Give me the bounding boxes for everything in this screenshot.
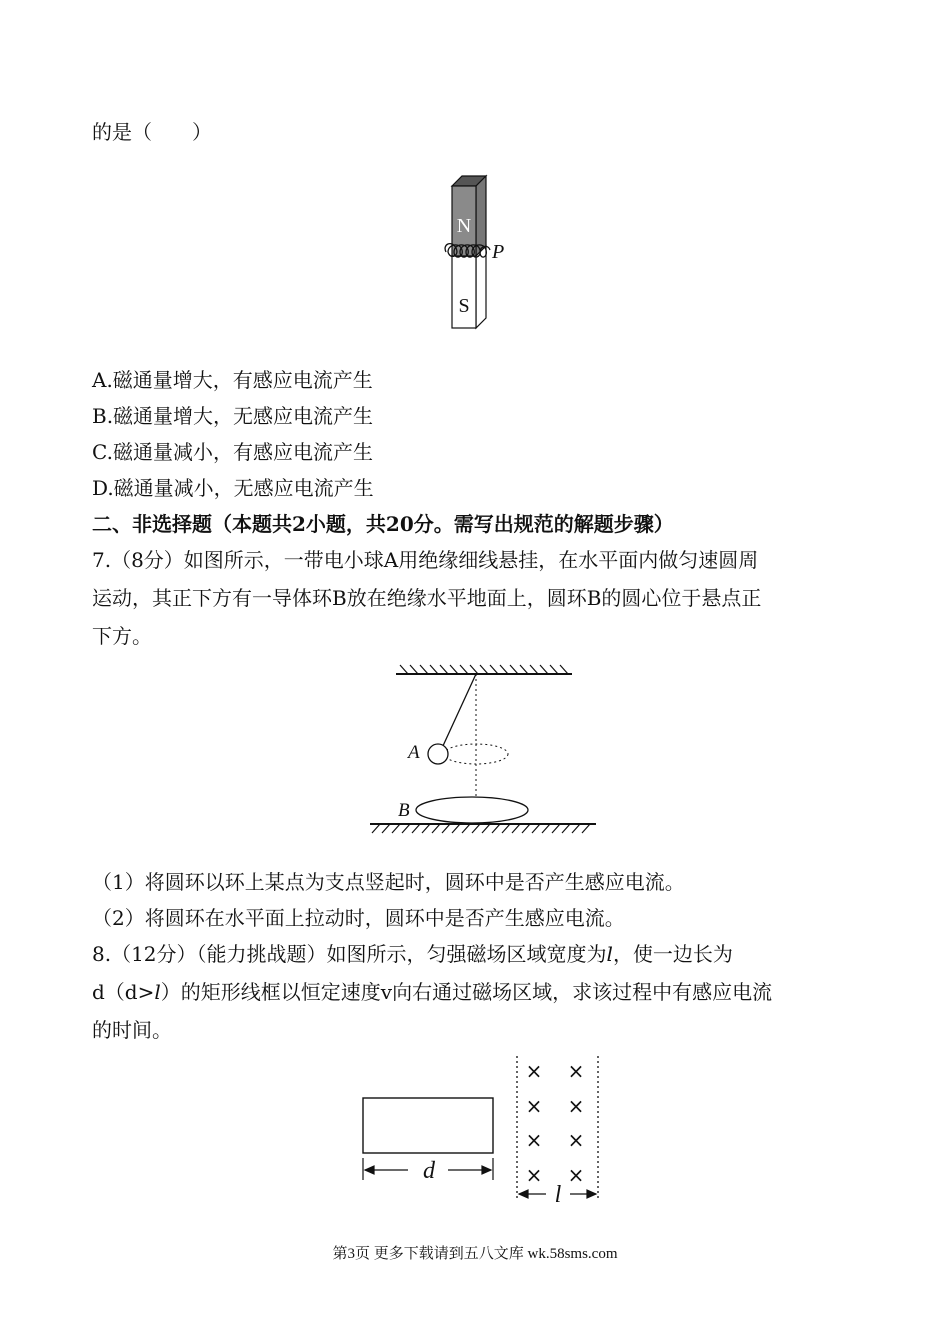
field-x: × [567, 1128, 585, 1152]
field-x: × [567, 1094, 585, 1118]
field-x: × [525, 1128, 543, 1152]
question-7-line-1: 7.（8分）如图所示，一带电小球A用绝缘细线悬挂，在水平面内做匀速圆周 [92, 548, 759, 572]
field-x: × [525, 1163, 543, 1187]
section-2-heading: 二、非选择题（本题共2小题，共20分。需写出规范的解题步骤） [92, 512, 674, 536]
magnet-coil-figure [430, 172, 530, 334]
ring-b-label: B [398, 800, 410, 821]
field-x: × [525, 1094, 543, 1118]
page-footer: 第3页 更多下载请到五八文库 wk.58sms.com [332, 1246, 618, 1262]
question-8-line-1 [92, 940, 733, 968]
field-frame-figure [356, 1054, 606, 1206]
thread [442, 674, 476, 748]
question-7-line-2: 运动，其正下方有一导体环B放在绝缘水平地面上，圆环B的圆心位于悬点正 [92, 586, 762, 610]
field-x: × [567, 1059, 585, 1083]
q8-line2-var: l [154, 980, 161, 1004]
ball-a-label: A [408, 742, 420, 763]
q8-line1-var: l [606, 942, 613, 966]
option-a: A.磁通量增大，有感应电流产生 [92, 368, 373, 392]
q8-line1-b: ，使一边长为 [612, 942, 733, 966]
ring-b [416, 797, 528, 823]
q8-line2-a: d（d> [92, 980, 155, 1004]
field-symbols [526, 1059, 585, 1187]
coil-label: P [492, 241, 505, 263]
question-8-line-3: 的时间。 [92, 1018, 172, 1042]
field-x: × [525, 1059, 543, 1083]
south-pole-label: S [458, 295, 470, 317]
option-b: B.磁通量增大，无感应电流产生 [92, 404, 374, 428]
q8-line2-b: ）的矩形线框以恒定速度v向右通过磁场区域，求该过程中有感应电流 [160, 980, 773, 1004]
question-8-line-2 [92, 978, 772, 1006]
question-7-part-1: （1）将圆环以环上某点为支点竖起时，圆环中是否产生感应电流。 [92, 870, 685, 894]
option-d: D.磁通量减小，无感应电流产生 [92, 476, 374, 500]
ground [370, 824, 596, 833]
pendulum-ring-figure [366, 662, 602, 838]
question-6-tail: 的是（ ） [92, 120, 212, 144]
option-c: C.磁通量减小，有感应电流产生 [92, 440, 373, 464]
ball-a [428, 744, 448, 764]
field-x: × [567, 1163, 585, 1187]
rectangular-frame [363, 1098, 493, 1153]
north-pole-label: N [456, 215, 472, 237]
q8-line1-a: 8.（12分）（能力挑战题）如图所示，匀强磁场区域宽度为 [92, 942, 607, 966]
frame-length-label: d [423, 1158, 435, 1184]
field-width-label: l [554, 1182, 562, 1206]
question-7-line-3: 下方。 [92, 624, 152, 648]
ceiling [396, 665, 572, 674]
question-7-part-2: （2）将圆环在水平面上拉动时，圆环中是否产生感应电流。 [92, 906, 625, 930]
